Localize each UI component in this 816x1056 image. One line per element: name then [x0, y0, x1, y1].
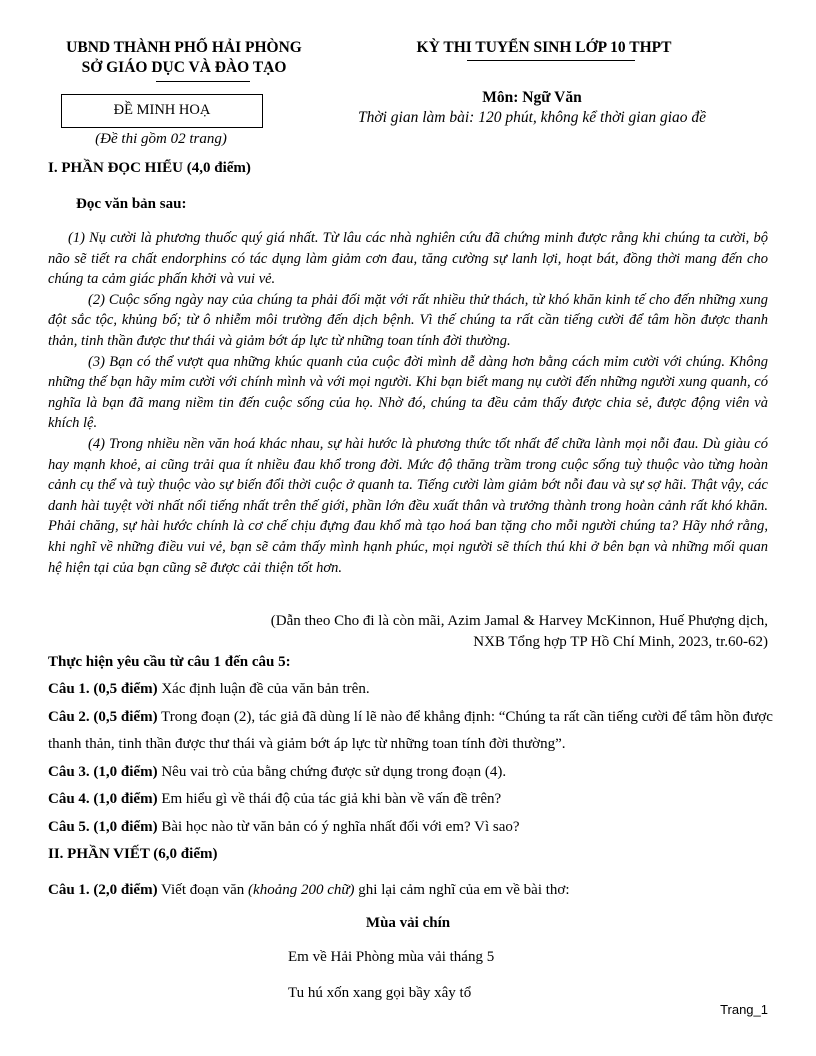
passage-paragraph-1: (1) Nụ cười là phương thuốc quý giá nhất. Từ lâu các nhà nghiên cứu đã chứng minh được rằng khi chúng ta cười, bộ não sẽ tiết ra chất endorphins có tác dụng làm giảm cơn đau, tăng cường sự lanh lợi, hoạt bát, đồng thời mang đến cho chúng ta cảm giác phấn khởi và vui vẻ. — [48, 230, 768, 288]
time-allowed: Thời gian làm bài: 120 phút, không kể thời gian giao đề — [357, 109, 707, 126]
subject-title: Môn: Ngữ Văn — [482, 89, 582, 106]
writing-question-1-label: Câu 1. (2,0 điểm) — [48, 882, 158, 898]
passage-paragraph-3: (3) Bạn có thể vượt qua những khúc quanh của cuộc đời mình dễ dàng hơn bằng cách mỉm cười với chúng. Không những thế bạn hãy mỉm cười với chính mình và với mọi người. Khi bạn biết mang nụ cười đến những người xung quanh, có nghĩa là bạn đã mang niềm tin đến cuộc sống của họ. Nhờ đó, chúng ta đều cảm thấy được chia sẻ, được động viên và khích lệ. — [48, 353, 768, 432]
writing-question-1-text-b: ghi lại cảm nghĩ của em về bài thơ: — [354, 882, 570, 898]
question-1-label: Câu 1. (0,5 điểm) — [48, 681, 158, 697]
page-number: Trang_1 — [720, 1002, 768, 1017]
issuer-header — [48, 38, 320, 78]
question-3-label: Câu 3. (1,0 điểm) — [48, 764, 158, 780]
question-4-text: Em hiểu gì về thái độ của tác giả khi bàn về vấn đề trên? — [157, 791, 502, 807]
question-5-label: Câu 5. (1,0 điểm) — [48, 819, 158, 835]
poem-line-1: Em về Hải Phòng mùa vải tháng 5 — [288, 949, 495, 965]
writing-question-1-length: (khoảng 200 chữ) — [248, 882, 355, 898]
question-2-text: Trong đoạn (2), tác giả đã dùng lí lẽ nào để khẳng định: “Chúng ta rất cần tiếng cười để tâm hồn được thanh thản, tinh thần được thư thái và giảm bớt áp lực từ những toan tính đời thường”. — [48, 709, 773, 752]
question-3-text: Nêu vai trò của bằng chứng được sử dụng trong đoạn (4). — [157, 764, 507, 780]
passage-paragraph-2: (2) Cuộc sống ngày nay của chúng ta phải đối mặt với rất nhiều thử thách, từ khó khăn kinh tế cho đến những xung đột sắc tộc, khủng bố; từ ô nhiễm môi trường đến dịch bệnh. Vì thế chúng ta rất cần tiếng cười để tâm hồn được thanh thản, tinh thần được thư thái và giảm bớt áp lực từ những toan tính đời thường. — [48, 291, 768, 349]
issuer-line-2: SỞ GIÁO DỤC VÀ ĐÀO TẠO — [81, 59, 287, 76]
poem-line-2: Tu hú xốn xang gọi bầy xây tổ — [288, 985, 472, 1001]
question-3 — [48, 759, 778, 786]
reading-passage — [48, 228, 768, 578]
source-line-1: (Dẫn theo Cho đi là còn mãi, Azim Jamal & Harvey McKinnon, Huế Phượng dịch, — [270, 613, 768, 629]
question-5 — [48, 814, 778, 841]
passage-paragraph-4: (4) Trong nhiều nền văn hoá khác nhau, sự hài hước là phương thức tốt nhất để chữa lành mọi nỗi đau. Dù giàu có hay mạnh khoẻ, ai cũng trải qua ít nhiều đau khổ trong đời. Mức độ thăng trầm trong cuộc sống tuỳ thuộc vào từng hoàn cảnh cụ thể và tuỳ thuộc vào sự biến đổi thời cuộc ở quanh ta. Tiếng cười làm giảm bớt nỗi đau và sự sợ hãi. Thật vậy, các danh hài tuyệt vời nhất nổi tiếng nhất trên thế giới, phần lớn đều xuất thân và trưởng thành trong hoàn cảnh rất khó khăn. Phải chăng, sự hài hước chính là cơ chế chịu đựng đau khổ mà tạo hoá ban tặng cho mỗi người chúng ta? Hãy nhớ rằng, khi nghĩ về những điều vui vẻ, bạn sẽ cảm thấy mình hạnh phúc, mọi người sẽ thích thú khi ở bên bạn và những mối quan hệ hiện tại của bạn cũng sẽ được cải thiện tốt hơn. — [48, 435, 768, 576]
question-4 — [48, 786, 778, 813]
question-1 — [48, 676, 778, 703]
issuer-underline — [156, 81, 250, 82]
issuer-line-1: UBND THÀNH PHỐ HẢI PHÒNG — [66, 39, 302, 56]
writing-question-1 — [48, 877, 778, 904]
passage-source — [48, 611, 768, 652]
question-4-label: Câu 4. (1,0 điểm) — [48, 791, 158, 807]
part1-title: I. PHẦN ĐỌC HIỂU (4,0 điểm) — [48, 160, 251, 176]
question-2-label: Câu 2. (0,5 điểm) — [48, 709, 158, 725]
task-instruction: Thực hiện yêu cầu từ câu 1 đến câu 5: — [48, 654, 291, 670]
exam-header — [372, 38, 716, 58]
part2-title: II. PHẦN VIẾT (6,0 điểm) — [48, 846, 218, 862]
exam-title: KỲ THI TUYỂN SINH LỚP 10 THPT — [416, 39, 672, 56]
reading-instruction: Đọc văn bản sau: — [76, 196, 187, 212]
poem-title: Mùa vải chín — [365, 915, 451, 931]
question-5-text: Bài học nào từ văn bản có ý nghĩa nhất đối với em? Vì sao? — [157, 819, 520, 835]
question-2 — [48, 704, 778, 758]
page-count-note: (Đề thi gồm 02 trang) — [95, 131, 227, 147]
writing-question-1-text-a: Viết đoạn văn — [157, 882, 249, 898]
subject-block — [332, 88, 732, 128]
question-1-text: Xác định luận đề của văn bản trên. — [157, 681, 370, 697]
source-line-2: NXB Tổng hợp TP Hồ Chí Minh, 2023, tr.60-62) — [473, 633, 768, 650]
sample-exam-box: ĐỀ MINH HOẠ — [61, 94, 263, 128]
exam-title-underline — [467, 60, 635, 61]
